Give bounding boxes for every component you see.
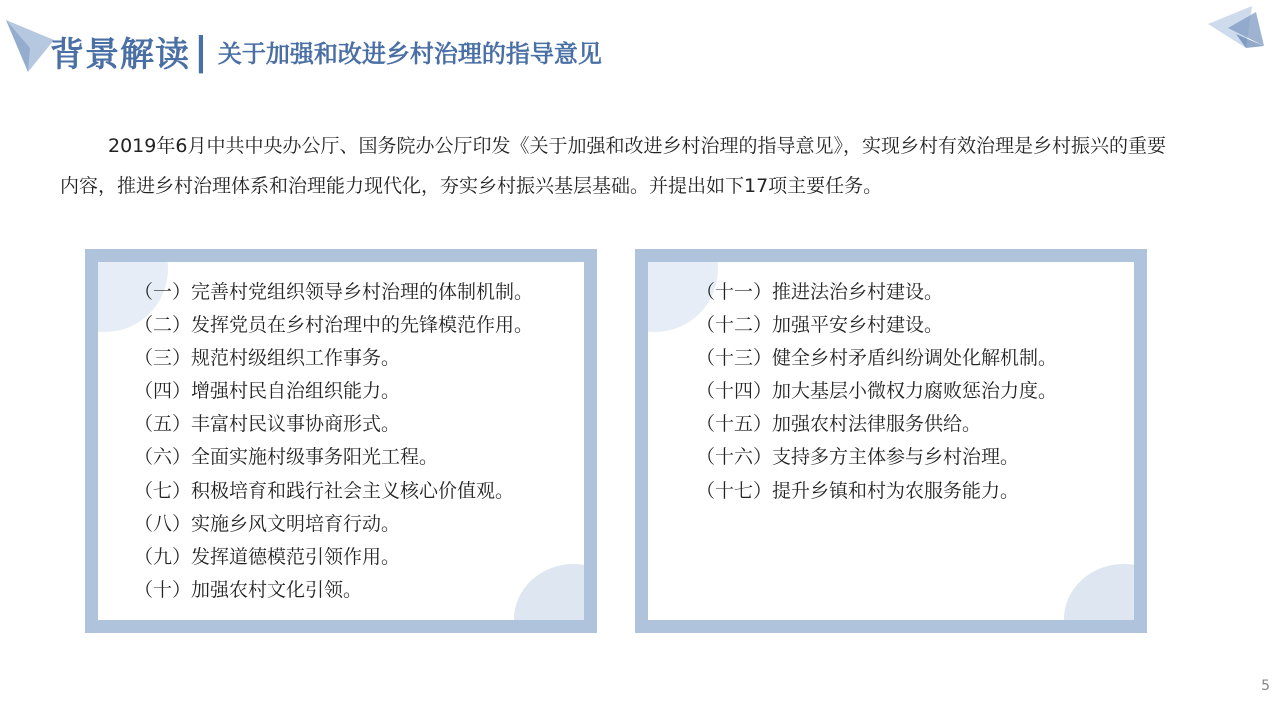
list-item: （二）发挥党员在乡村治理中的先锋模范作用。 xyxy=(134,314,534,337)
list-item: （十二）加强平安乡村建设。 xyxy=(696,314,944,337)
list-item: （八）实施乡风文明培育行动。 xyxy=(134,512,401,535)
task-panel-right xyxy=(635,249,1147,633)
task-list-left xyxy=(134,276,533,607)
list-item: （十六）支持多方主体参与乡村治理。 xyxy=(696,446,1020,469)
task-list-right xyxy=(696,276,1057,508)
list-item: （六）全面实施村级事务阳光工程。 xyxy=(134,446,439,469)
intro-text: 2019年6月中共中央办公厅、国务院办公厅印发《关于加强和改进乡村治理的指导意见》，实现乡村有效治理是乡村振兴的重要内容，推进乡村治理体系和治理能力现代化，夯实乡村振兴基层基础。并提出如下17项主要任务。 xyxy=(60,135,1166,197)
list-item: （十七）提升乡镇和村为农服务能力。 xyxy=(696,479,1020,502)
list-item: （四）增强村民自治组织能力。 xyxy=(134,380,401,403)
list-item: （十三）健全乡村矛盾纠纷调处化解机制。 xyxy=(696,347,1058,370)
list-item: （十）加强农村文化引领。 xyxy=(134,578,363,601)
list-item: （五）丰富村民议事协商形式。 xyxy=(134,413,401,436)
title-main: 背景解读 xyxy=(50,34,190,75)
title-separator: | xyxy=(194,29,208,73)
intro-paragraph xyxy=(60,126,1170,206)
corner-circle-decoration xyxy=(1064,564,1147,633)
page-number: 5 xyxy=(1261,678,1270,694)
triangle-decoration-top-right xyxy=(1206,4,1266,54)
page-title xyxy=(50,26,602,76)
list-item: （七）积极培育和践行社会主义核心价值观。 xyxy=(134,479,515,502)
title-subtitle: 关于加强和改进乡村治理的指导意见 xyxy=(217,39,602,68)
list-item: （十一）推进法治乡村建设。 xyxy=(696,281,944,303)
list-item: （九）发挥道德模范引领作用。 xyxy=(134,545,401,568)
list-item: （一）完善村党组织领导乡村治理的体制机制。 xyxy=(134,281,534,303)
list-item: （三）规范村级组织工作事务。 xyxy=(134,347,401,370)
list-item: （十五）加强农村法律服务供给。 xyxy=(696,413,982,436)
task-panel-left xyxy=(85,249,597,633)
list-item: （十四）加大基层小微权力腐败惩治力度。 xyxy=(696,380,1058,403)
